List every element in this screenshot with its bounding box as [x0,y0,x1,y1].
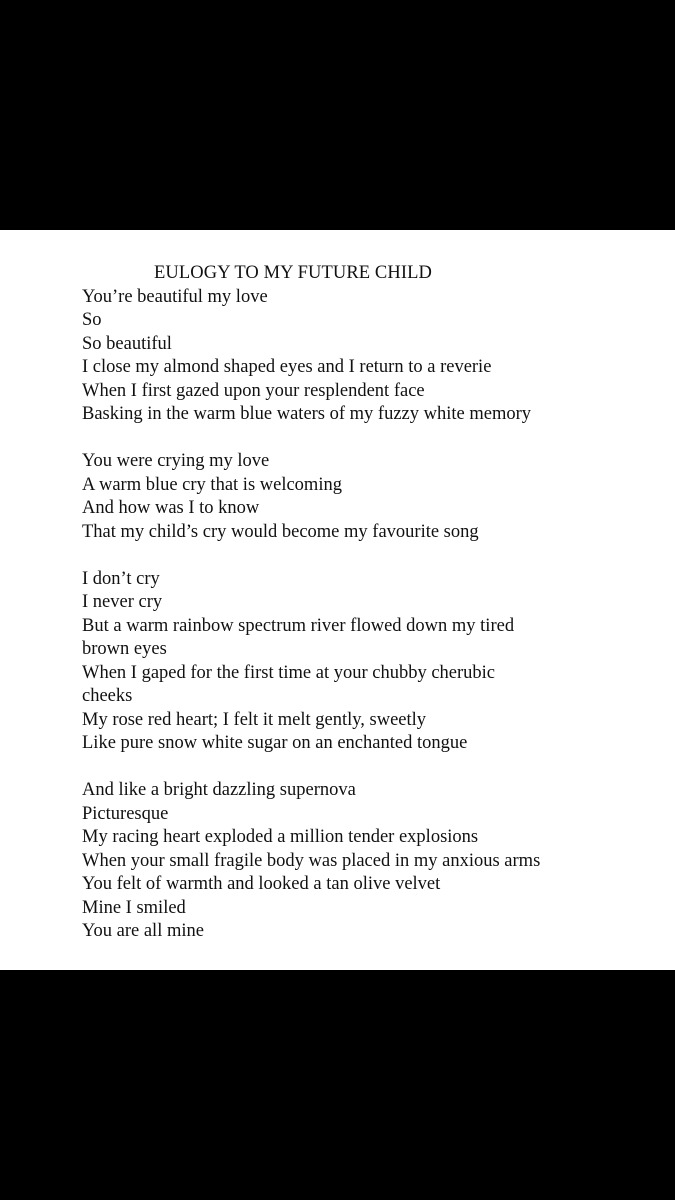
poem-line: When your small fragile body was placed in my anxious arms [82,850,541,871]
poem-line: So beautiful [82,333,172,354]
poem-line: You’re beautiful my love [82,286,268,307]
poem-line: Basking in the warm blue waters of my fuzzy white memory [82,404,532,424]
poem-line: And how was I to know [82,498,260,518]
poem-title: EULOGY TO MY FUTURE CHILD [154,263,432,283]
poem-line: brown eyes [82,639,167,659]
bottom-black-bar [0,970,675,1200]
poem-line: My rose red heart; I felt it melt gently, sweetly [82,709,427,730]
top-black-bar [0,0,675,230]
stanza-1 [82,286,652,427]
poem-line: You are all mine [82,921,204,941]
poem-line: You felt of warmth and looked a tan olive velvet [82,874,441,894]
stanza-2 [82,450,652,544]
poem-line: I never cry [82,592,163,612]
poem-line: You were crying my love [82,451,270,471]
poem-line: Mine I smiled [82,897,186,918]
stanza-4 [82,779,652,944]
poem-line: When I first gazed upon your resplendent face [82,380,425,401]
poem [82,262,652,944]
poem-line: That my child’s cry would become my favourite song [82,521,479,542]
poem-line: I close my almond shaped eyes and I return to a reverie [82,357,492,377]
poem-line: And like a bright dazzling supernova [82,780,356,800]
poem-line: I don’t cry [82,568,160,589]
poem-line: My racing heart exploded a million tender explosions [82,827,479,847]
poem-line: Like pure snow white sugar on an enchanted tongue [82,733,468,753]
document-page [0,230,675,970]
stanza-3 [82,568,652,756]
poem-line: cheeks [82,686,133,706]
poem-line: A warm blue cry that is welcoming [82,474,342,495]
poem-line: But a warm rainbow spectrum river flowed down my tired [82,615,515,636]
poem-line: So [82,310,102,330]
poem-line: Picturesque [82,803,169,824]
poem-line: When I gaped for the first time at your chubby cherubic [82,662,496,683]
